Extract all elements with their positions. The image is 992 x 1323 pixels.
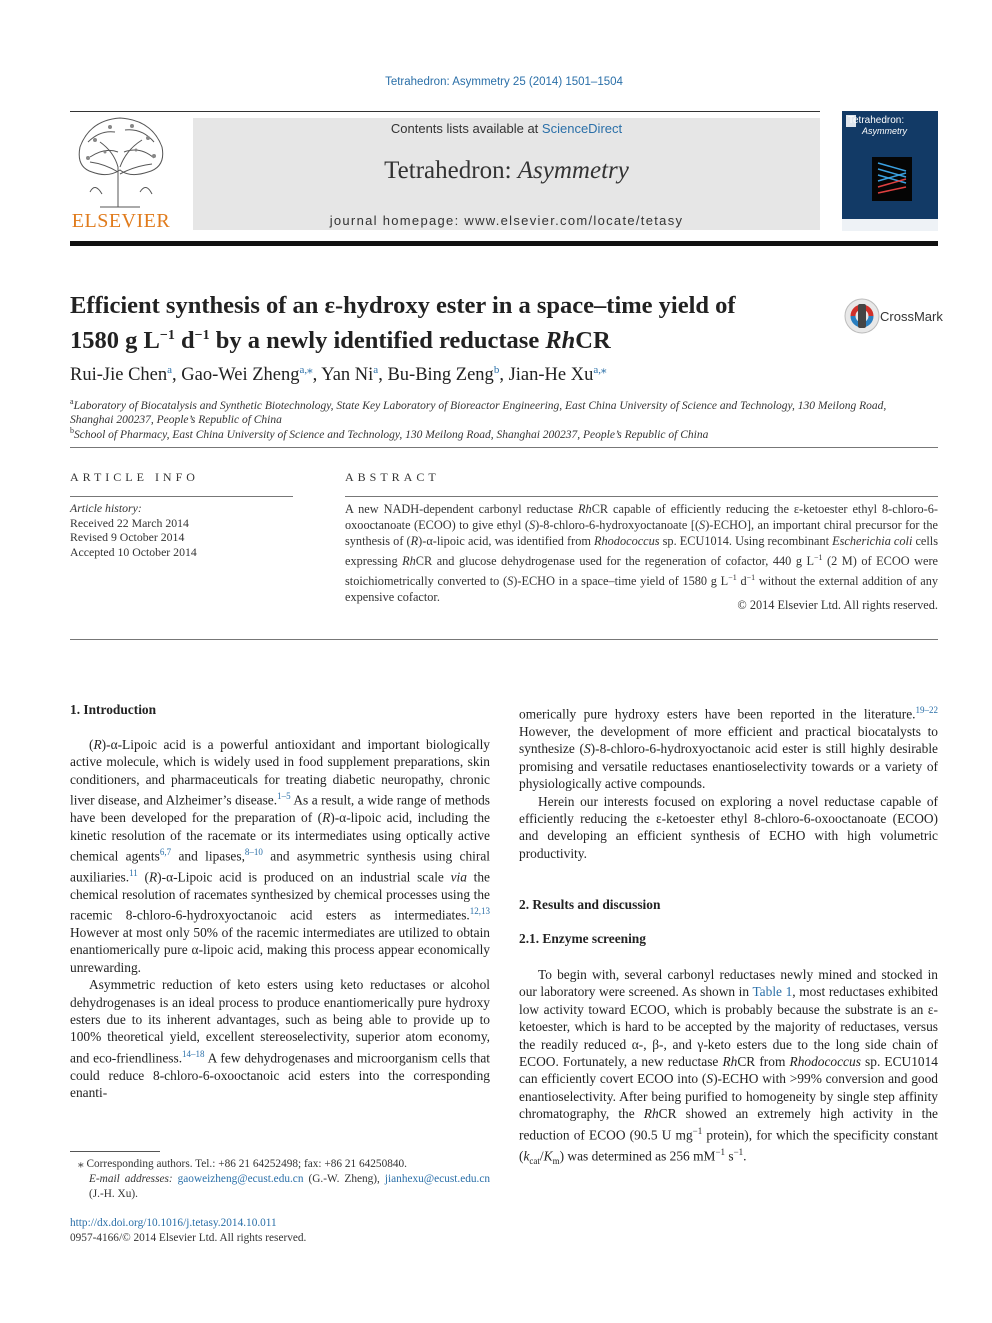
section-heading-results: 2. Results and discussion xyxy=(519,897,661,912)
header-thick-rule xyxy=(70,241,938,246)
introduction-body xyxy=(70,736,490,1101)
doi-block xyxy=(70,1216,306,1246)
section-heading-introduction: 1. Introduction xyxy=(70,702,157,717)
email-link[interactable]: gaoweizheng@ecust.edu.cn xyxy=(177,1173,304,1185)
article-history: Article history: Received 22 March 2014 Revised 9 October 2014 Accepted 10 October 2014 xyxy=(70,501,197,559)
crossmark-label[interactable]: CrossMark xyxy=(880,309,943,324)
elsevier-wordmark: ELSEVIER xyxy=(71,210,171,232)
affiliation-b: $^b$School of Pharmacy, East China University of Science and Technology, 130 Meilong Road, Shanghai 200237, People’s Republic of China xyxy=(70,426,709,441)
email-link[interactable]: jianhexu@ecust.edu.cn xyxy=(384,1173,491,1185)
contents-prefix: Contents lists available at xyxy=(390,121,539,136)
abstract-heading: ABSTRACT xyxy=(345,470,440,484)
author: Bu-Bing Zeng$^b$ xyxy=(387,364,500,386)
header-top-rule xyxy=(70,111,820,112)
paragraph: (R)-α-Lipoic acid is a powerful antioxidant and important biologically active molecule, which is widely used in food supplement preparations, skin conditioners, and pharmaceuticals for treating diabetic neuropathy, chronic liver disease, and Alzheimer’s disease.$^{1-5}$ As a result, a wide range of methods have been developed for the preparation of (R)-α-lipoic acid, including the kinetic resolution of the racemate or its intermediates using optically active chemical agents$^{6,7}$ and lipases,$^{8-10}$ and asymmetric synthesis using chiral auxiliaries.$^{11}$ (R)-α-Lipoic acid is produced on an industrial scale via the chemical resolution of racemates synthesized by chemical processes using the racemic 8-chloro-6-hydroxyoctanoic acid esters as intermediates.$^{12,13}$ However at most only 50% of the racemic intermediates are utilized to obtain enantiomerically pure α-lipoic acid, making this process appear economically unrewarding. xyxy=(70,737,491,975)
journal-citation[interactable]: Tetrahedron: Asymmetry 25 (2014) 1501–1504 xyxy=(385,76,623,88)
issn-line: 0957-4166/© 2014 Elsevier Ltd. All rights reserved. xyxy=(70,1232,307,1244)
divider xyxy=(345,496,938,497)
journal-name: Tetrahedron: Asymmetry xyxy=(384,157,629,184)
contents-line xyxy=(193,121,820,136)
article-title: Efficient synthesis of an ε-hydroxy ester in a space–time yield of 1580 g $L^{-1}$ $d^{-1}$ by a newly identified reductase RhCR xyxy=(70,292,736,355)
author-list: Rui-Jie Chen$^a$, Gao-Wei Zheng$^{a,⁎}$, Yan Ni$^a$, Bu-Bing Zeng$^b$, Jian-He $Xu^{a,⁎}$ xyxy=(70,364,607,386)
author: Jian-He $Xu^{a,⁎}$ xyxy=(508,364,607,386)
doi-link[interactable]: http://dx.doi.org/10.1016/j.tetasy.2014.10.011 xyxy=(70,1217,277,1229)
author: Gao-Wei Zheng$^{a,⁎}$ xyxy=(181,364,313,386)
article-info-heading: ARTICLE INFO xyxy=(70,470,199,484)
sciencedirect-link[interactable]: ScienceDirect xyxy=(541,121,623,136)
abstract-text: A new NADH-dependent carbonyl reductase RhCR capable of efficiently reducing the ε-ketoester ethyl 8-chloro-6-oxooctanoate (ECOO) to give ethyl (S)-8-chloro-6-hydroxyoctanoate [(S)-ECHO], an important chiral precursor for the synthesis of (R)-α-lipoic acid, was identified from Rhodococcus sp. ECU1014. Using recombinant Escherichia coli cells expressing RhCR and glucose dehydrogenase used for the regeneration of cofactor, 440 g $L^{-1}$ (2 M) of ECOO were stoichiometrically converted to (S)-ECHO in a space–time yield of 1580 g $L^{-1}$ $d^{-1}$ without the external addition of any expensive cofactor. xyxy=(345,502,939,604)
paragraph: omerically pure hydroxy esters have been reported in the literature.$^{19-22}$ However, the development of more efficient and practical biocatalysts to synthesize (S)-8-chloro-6-hydroxyoctanoic acid ester is still highly desirable promising and versatile reductases enantioselectivity towards or a variety of physiologically active compounds. xyxy=(519,705,938,792)
divider xyxy=(70,447,938,448)
journal-homepage[interactable]: journal homepage: www.elsevier.com/locate/tetasy xyxy=(329,213,684,228)
abstract-copyright: © 2014 Elsevier Ltd. All rights reserved. xyxy=(737,598,938,612)
subsection-heading-enzyme-screening: 2.1. Enzyme screening xyxy=(519,931,646,946)
paragraph: Herein our interests focused on exploring a novel reductase capable of efficiently reducing the ε-ketoester ethyl 8-chloro-6-oxooctanoate (ECOO) and developing an efficient synthesis of ECHO with high volumetric productivity. xyxy=(519,793,938,861)
author: Yan Ni$^a$ xyxy=(321,364,379,386)
divider xyxy=(70,639,938,640)
footnote-rule xyxy=(70,1151,160,1152)
corresponding-footnote: ⁎ Corresponding authors. Tel.: +86 21 64252498; fax: +86 21 64250840. E-mail addresses: gaoweizheng@ecust.edu.cn (G.-W. Zheng), jianhexu@ecust.edu.cn (J.-H. Xu). xyxy=(78,1158,491,1200)
affiliation-a: $^a$Laboratory of Biocatalysis and Synthetic Biotechnology, State Key Laboratory of Bioreactor Engineering, East China University of Science and Technology, 130 Meilong Road, Shanghai 200237, People’s Republic of China xyxy=(70,397,887,427)
introduction-continued xyxy=(519,702,938,862)
author: Rui-Jie Chen$^a$ xyxy=(70,364,173,386)
table-1-link[interactable]: Table 1 xyxy=(752,984,793,1000)
divider xyxy=(70,496,293,497)
paragraph: Asymmetric reduction of keto esters using keto reductases or alcohol dehydrogenases is an ideal process to produce enantiomerically pure hydroxy esters due to its inherent advantages, such as being able to provide up to 100% theoretical yield, excellent stereoselectivity, superior atom economy, and eco-friendliness.$^{14-18}$ A few dehydrogenases and microorganism cells that could reduce 8-chloro-6-oxooctanoic acid esters into the corresponding enanti- xyxy=(70,977,491,1101)
cover-title: Tetrahedron: Asymmetry xyxy=(848,115,907,136)
paragraph: To begin with, several carbonyl reductases newly mined and stocked in our laboratory were screened. As shown in Table 1, most reductases exhibited low activity toward ECOO, which is probably because the substrate is an ε-ketoester, which is hard to be accepted by the majority of reductases, versus the readily reduced α-, β-, and γ-keto esters due to the long side chain of ECOO. Fortunately, a new reductase RhCR from Rhodococcus sp. ECU1014 can efficiently covert ECOO into (S)-ECHO with >99% conversion and good enantioselectivity. After being purified to homogeneity by single step affinity chromatography, the RhCR showed an extremely high activity in the reduction of ECOO (90.5 U $mg^{-1}$ protein), for which the specificity constant $(k_{cat}/K_m)$ was determined as 256 $mM^{-1}$ $s^{-1}$. xyxy=(519,967,938,1166)
enzyme-screening-body xyxy=(519,966,938,1170)
